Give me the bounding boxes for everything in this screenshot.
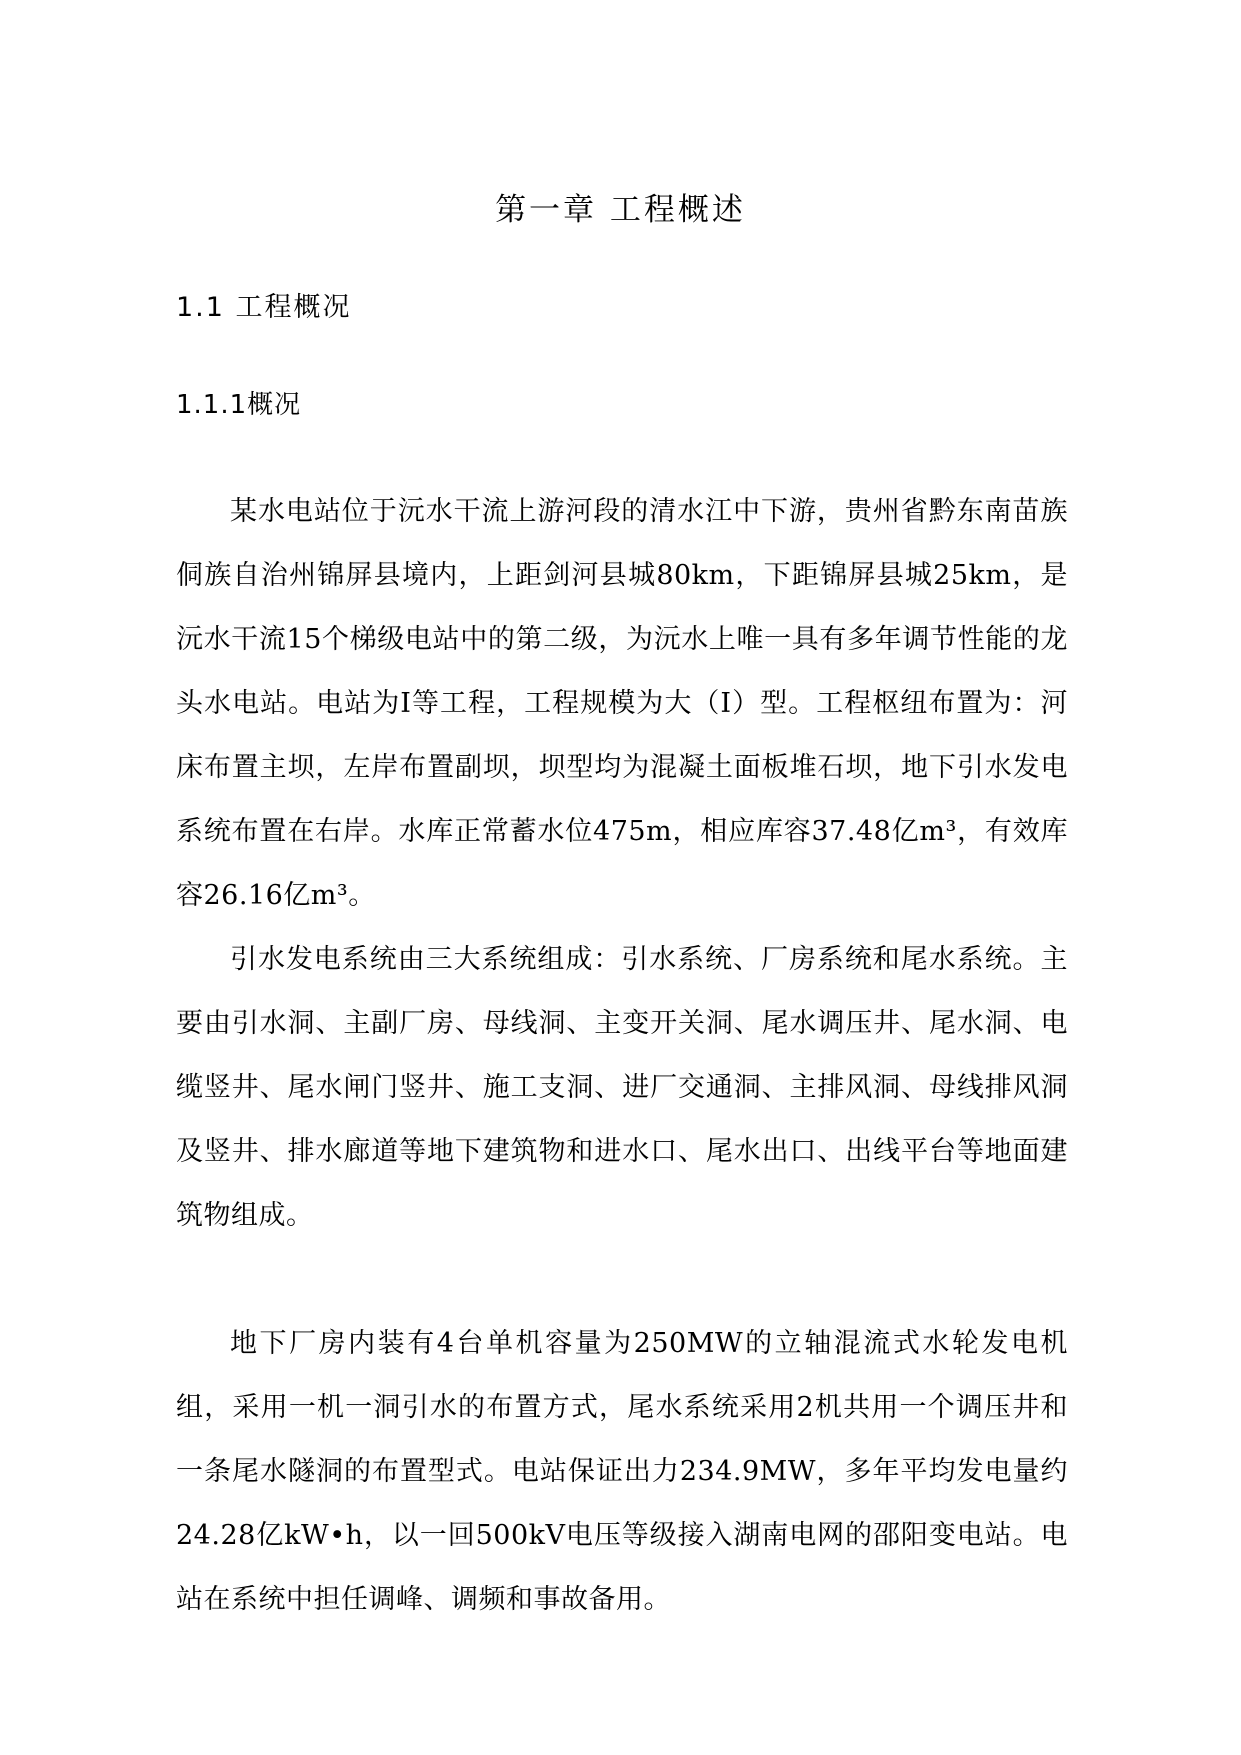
body-paragraph-power-system: 引水发电系统由三大系统组成：引水系统、厂房系统和尾水系统。主要由引水洞、主副厂房、母线洞、主变开关洞、尾水调压井、尾水洞、电缆竖井、尾水闸门竖井、施工支洞、进厂交通洞、主排风洞、母线排风洞及竖井、排水廊道等地下建筑物和进水口、尾水出口、出线平台等地面建筑物组成。 [176, 944, 1068, 1231]
subsection-title: 1.1.1概况 [176, 390, 302, 420]
chapter-title: 第一章 工程概述 [495, 192, 746, 228]
body-paragraph-powerhouse: 地下厂房内装有4台单机容量为250MW的立轴混流式水轮发电机组，采用一机一洞引水的布置方式，尾水系统采用2机共用一个调压井和一条尾水隧洞的布置型式。电站保证出力234.9MW，多年平均发电量约24.28亿kW•h，以一回500kV电压等级接入湖南电网的邵阳变电站。电站在系统中担任调峰、调频和事故备用。 [176, 1328, 1068, 1615]
body-paragraph-overview: 某水电站位于沅水干流上游河段的清水江中下游，贵州省黔东南苗族侗族自治州锦屏县境内，上距剑河县城80km，下距锦屏县城25km，是沅水干流15个梯级电站中的第二级，为沅水上唯一具有多年调节性能的龙头水电站。电站为I等工程，工程规模为大（I）型。工程枢纽布置为：河床布置主坝，左岸布置副坝，坝型均为混凝土面板堆石坝，地下引水发电系统布置在右岸。水库正常蓄水位475m，相应库容37.48亿m³，有效库容26.16亿m³。 [176, 496, 1068, 911]
section-title: 1.1 工程概况 [176, 292, 352, 323]
